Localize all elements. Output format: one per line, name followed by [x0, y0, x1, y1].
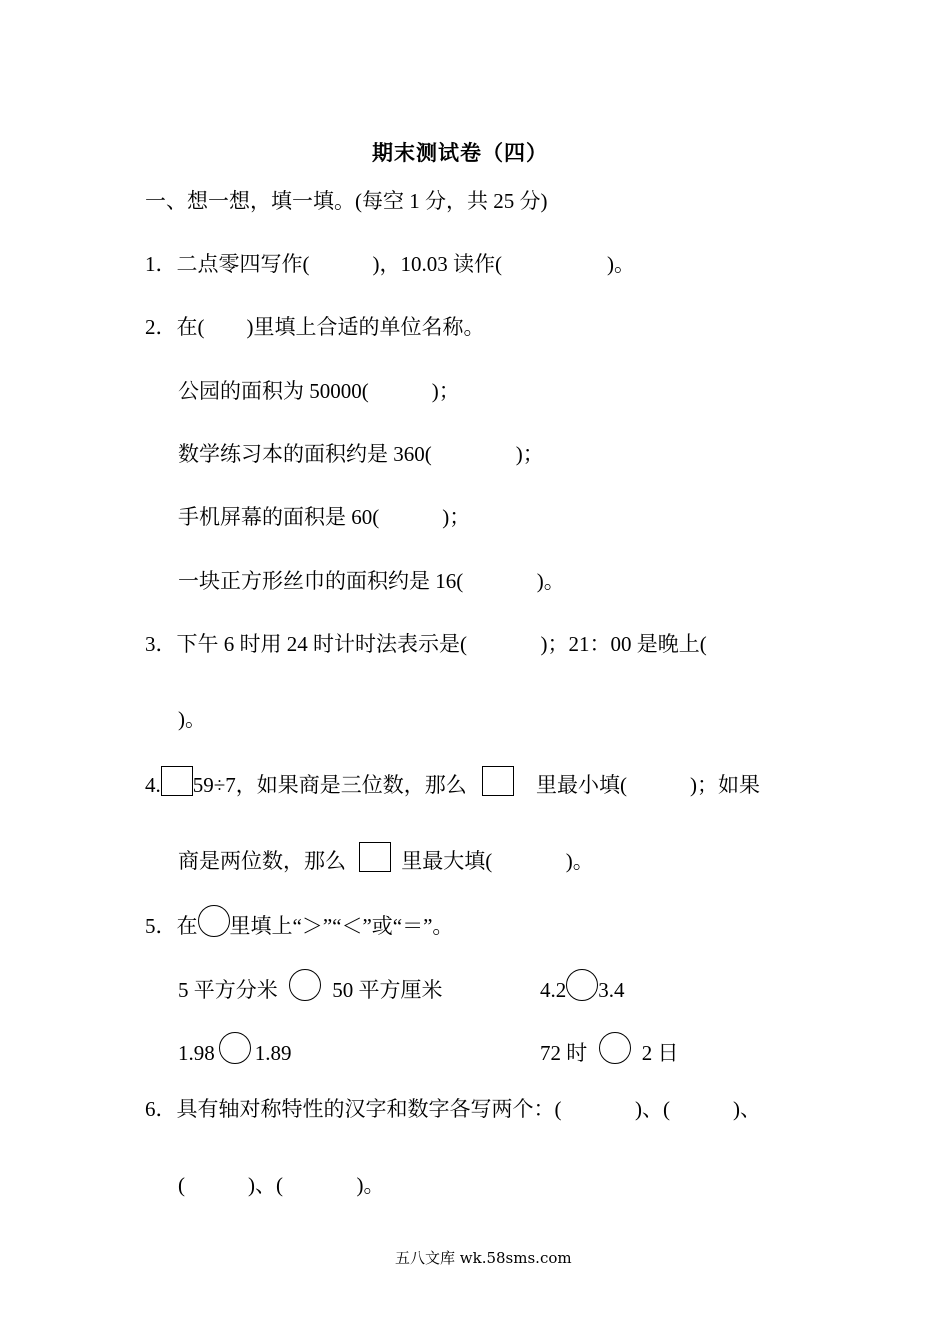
- question-number: 1．: [145, 252, 177, 276]
- blank-circle: [566, 969, 598, 1001]
- question-text: 在( )里填上合适的单位名称。: [176, 315, 485, 339]
- question-text: 商是两位数，那么: [178, 849, 346, 873]
- section-heading: 一、想一想，填一填。(每空 1 分，共 25 分): [145, 189, 548, 213]
- question-3: [145, 631, 707, 657]
- question-4-continuation: [178, 842, 594, 874]
- question-6: [145, 1096, 761, 1122]
- question-4: [145, 766, 760, 798]
- compare-left: 72 时: [540, 1041, 588, 1065]
- question-2: [145, 314, 485, 340]
- question-2-item-3: 手机屏幕的面积是 60( )；: [178, 505, 471, 529]
- blank-box: [482, 766, 514, 796]
- compare-left: 1.98: [178, 1041, 215, 1065]
- blank-circle: [219, 1032, 251, 1064]
- blank-circle: [198, 905, 230, 937]
- question-6-continuation: ( )、( )。: [178, 1173, 385, 1197]
- compare-item-2: [540, 969, 625, 1003]
- blank-circle: [599, 1032, 631, 1064]
- question-number: 5．: [145, 914, 177, 938]
- question-2-item-4: 一块正方形丝巾的面积约是 16( )。: [178, 569, 565, 593]
- question-text: 里最小填( )；如果: [536, 773, 761, 797]
- compare-right: 2 日: [641, 1041, 679, 1065]
- blank-box: [359, 842, 391, 872]
- compare-item-3: [178, 1032, 292, 1066]
- question-text: 具有轴对称特性的汉字和数字各写两个：( )、( )、: [176, 1097, 761, 1121]
- compare-item-4: [540, 1032, 679, 1066]
- compare-right: 3.4: [598, 978, 625, 1002]
- page-title: 期末测试卷（四）: [372, 141, 548, 165]
- question-2-item-1: 公园的面积为 50000( )；: [178, 379, 460, 403]
- question-2-item-2: 数学练习本的面积约是 360( )；: [178, 442, 544, 466]
- question-1: [145, 251, 635, 277]
- compare-item-1: [178, 969, 443, 1003]
- compare-left: 4.2: [540, 978, 567, 1002]
- question-number: 6．: [145, 1097, 177, 1121]
- compare-left: 5 平方分米: [178, 978, 278, 1002]
- question-text: 里填上“＞”“＜”或“＝”。: [229, 914, 454, 938]
- footer-watermark: 五八文库 wk.58sms.com: [395, 1249, 572, 1267]
- question-number: 4.: [145, 773, 161, 797]
- blank-box: [161, 766, 193, 796]
- question-3-continuation: )。: [178, 707, 206, 731]
- question-5: [145, 905, 453, 939]
- question-number: 2．: [145, 315, 177, 339]
- question-text: 59÷7，如果商是三位数，那么: [192, 773, 467, 797]
- question-text: 二点零四写作( )，10.03 读作( )。: [176, 252, 635, 276]
- question-text: 下午 6 时用 24 时计时法表示是( )；21：00 是晚上(: [176, 632, 707, 656]
- question-number: 3．: [145, 632, 177, 656]
- compare-right: 1.89: [254, 1041, 292, 1065]
- blank-circle: [289, 969, 321, 1001]
- question-text: 里最大填( )。: [401, 849, 594, 873]
- question-text: 在: [176, 914, 198, 938]
- compare-right: 50 平方厘米: [332, 978, 443, 1002]
